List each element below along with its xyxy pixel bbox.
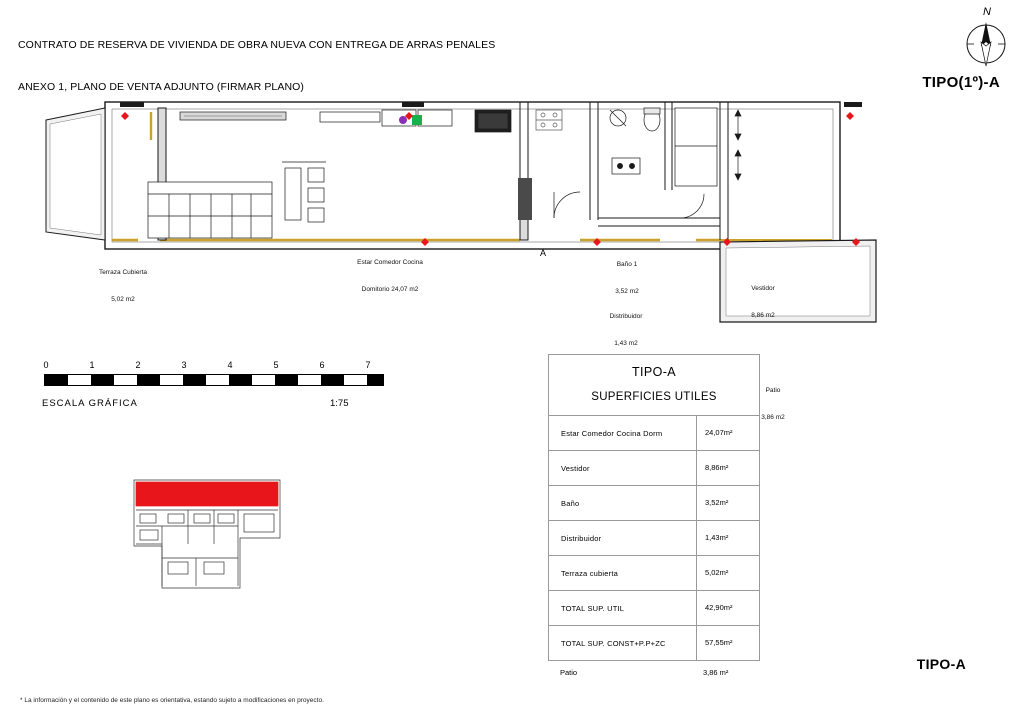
room-name: Baño 1: [616, 261, 638, 268]
room-area: 5,02 m2: [111, 296, 135, 303]
header-line-1: CONTRATO DE RESERVA DE VIVIENDA DE OBRA NUEVA CON ENTREGA DE ARRAS PENALES: [18, 39, 496, 51]
scale-caption: ESCALA GRÁFICA: [42, 398, 138, 409]
room-name: Distribuidor: [609, 313, 643, 320]
north-arrow: [962, 8, 1010, 70]
scale-tick: 1: [89, 360, 95, 370]
row-value: 3,86 m²: [703, 668, 729, 677]
key-plan-svg: [128, 466, 308, 606]
room-area: Domitorio 24,07 m2: [361, 286, 419, 293]
patio-extra-row: [548, 668, 760, 677]
row-value: 1,43m²: [696, 521, 759, 555]
table-row: [549, 556, 759, 591]
row-label: Baño: [561, 498, 580, 508]
scale-tick: 5: [273, 360, 279, 370]
scale-tick: 3: [181, 360, 187, 370]
row-value: 8,86m²: [696, 451, 759, 485]
room-name: Vestidor: [751, 285, 775, 292]
section-mark-a: A: [540, 248, 547, 258]
row-value: 24,07m²: [696, 416, 759, 450]
row-label: Distribuidor: [561, 533, 602, 543]
room-label-terraza: [78, 250, 168, 322]
row-label: TOTAL SUP. CONST+P.P+ZC: [561, 638, 666, 648]
scale-tick: 0: [43, 360, 49, 370]
scale-tick: 6: [319, 360, 325, 370]
room-label-estar: [310, 240, 470, 312]
room-area: 8,86 m2: [751, 312, 775, 319]
row-label: Vestidor: [561, 463, 590, 473]
table-row: [549, 451, 759, 486]
surfaces-table: [548, 354, 760, 661]
scale-tick: 7: [365, 360, 371, 370]
row-value: 57,55m²: [696, 626, 759, 660]
plan-type-title-bottom: TIPO-A: [916, 656, 966, 672]
fridge-label: FRZ: [552, 159, 559, 176]
table-row: [549, 416, 759, 451]
scale-tick: 2: [135, 360, 141, 370]
scale-track: [44, 374, 384, 386]
room-area: 3,86 m2: [761, 414, 785, 421]
graphic-scale: [40, 360, 390, 415]
row-label: TOTAL SUP. UTIL: [561, 603, 625, 613]
scale-ratio: 1:75: [330, 398, 349, 409]
key-plan: [128, 466, 308, 606]
room-name: Estar Comedor Cocina: [357, 259, 423, 266]
row-value: 3,52m²: [696, 486, 759, 520]
table-row-total-const: [549, 626, 759, 660]
row-label: Estar Comedor Cocina Dorm: [561, 428, 663, 438]
row-label: Terraza cubierta: [561, 568, 618, 578]
room-area: 1,43 m2: [614, 340, 638, 347]
room-area: 3,52 m2: [615, 288, 639, 295]
room-name: Patio: [765, 387, 781, 394]
surfaces-subtitle: SUPERFICIES UTILES: [591, 391, 717, 403]
header-line-2: ANEXO 1, PLANO DE VENTA ADJUNTO (FIRMAR PLANO): [18, 81, 305, 93]
north-label: N: [983, 6, 991, 18]
table-row-total-util: [549, 591, 759, 626]
table-row: [549, 521, 759, 556]
row-value: 5,02m²: [696, 556, 759, 590]
plan-type-title: TIPO(1º)-A: [922, 74, 1000, 91]
table-row: [549, 486, 759, 521]
scale-tick: 4: [227, 360, 233, 370]
room-label-vestidor: [728, 266, 798, 338]
room-name: Terraza Cubierta: [98, 269, 148, 276]
surfaces-table-header: [549, 355, 759, 416]
row-value: 42,90m²: [696, 591, 759, 625]
surfaces-title: TIPO-A: [631, 365, 677, 379]
row-label: Patio: [560, 668, 578, 677]
footnote: * La información y el contenido de este plano es orientativa, estando sujeto a modificaciones en proyecto.: [20, 697, 324, 704]
